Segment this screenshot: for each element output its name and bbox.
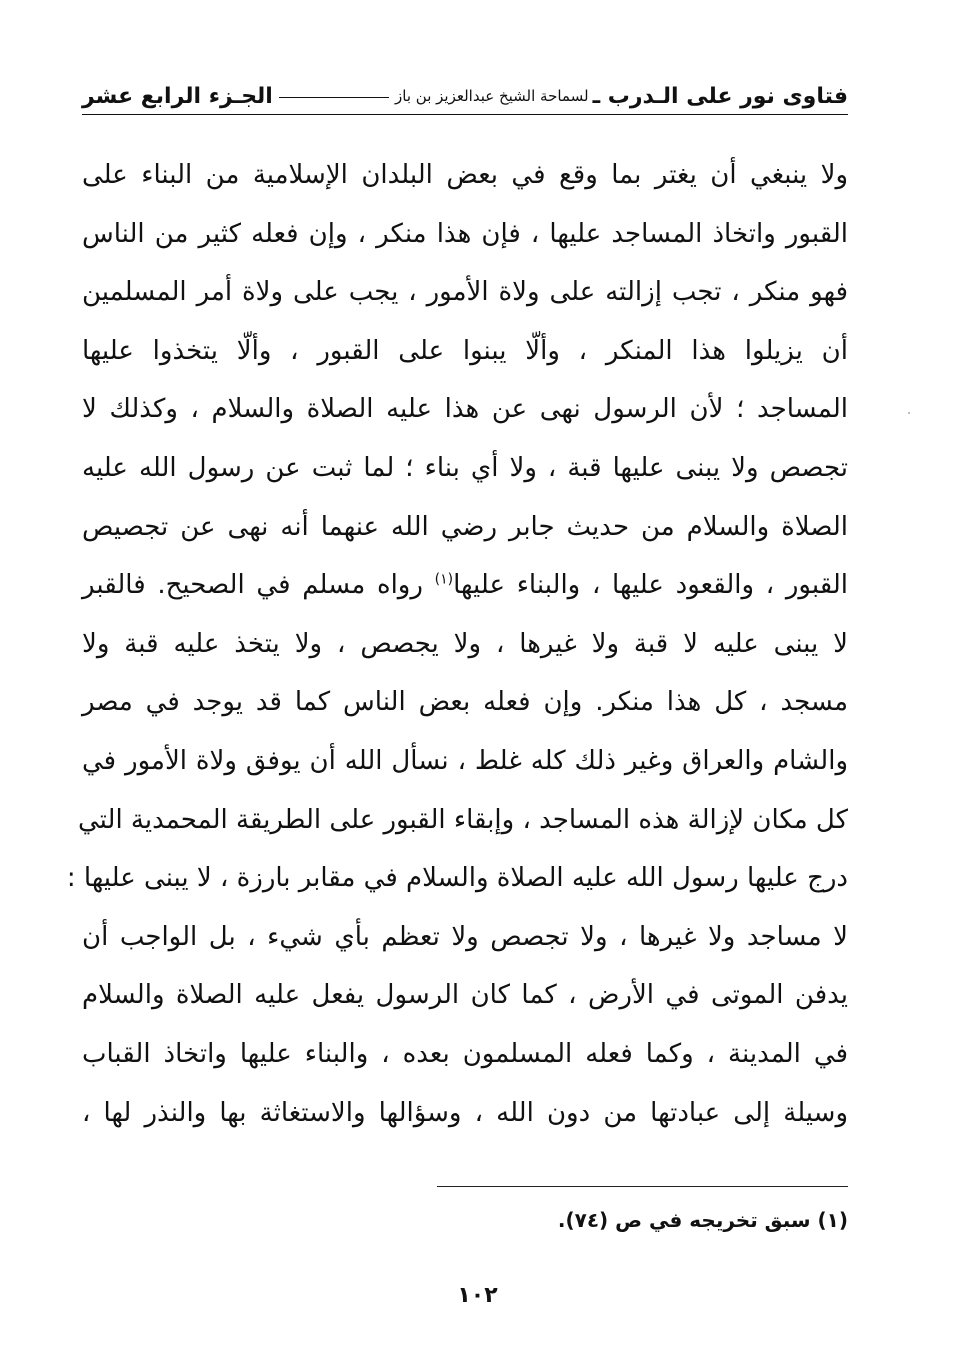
text-line-8 <box>82 556 848 615</box>
footnote-text: (١) سبق تخريجه في ص (٧٤). <box>557 1208 848 1232</box>
text-line-10: مسجد ، كل هذا منكر. وإن فعله بعض الناس كما قد يوجد في مصر <box>82 687 848 718</box>
body-text <box>66 146 848 1142</box>
volume-part: الجـزء الرابع عشر <box>82 83 273 109</box>
series-title: فتاوى نور على الـدرب ـ <box>592 83 848 109</box>
text-line-2: القبور واتخاذ المساجد عليها ، فإن هذا منكر ، وإن فعله كثير من الناس <box>82 218 848 249</box>
text-line-8-start: القبور ، والقعود عليها ، والبناء عليها <box>453 570 848 601</box>
scan-speck <box>908 412 910 414</box>
text-line-3: فهو منكر ، تجب إزالته على ولاة الأمور ، يجب على ولاة أمر المسلمين <box>82 277 848 308</box>
text-line-8-end: رواه مسلم في الصحيح. فالقبر <box>82 570 435 601</box>
text-line-14: لا مساجد ولا غيرها ، ولا تجصص ولا تعظم بأي شيء ، بل الواجب أن <box>82 921 848 952</box>
text-line-16: في المدينة ، وكما فعله المسلمون بعده ، والبناء عليها واتخاذ القباب <box>82 1038 848 1069</box>
text-line-4: أن يزيلوا هذا المنكر ، وألّا يبنوا على القبور ، وألّا يتخذوا عليها <box>82 335 848 366</box>
footnote-separator <box>437 1186 848 1187</box>
running-header <box>82 78 848 115</box>
text-line-1: ولا ينبغي أن يغتر بما وقع في بعض البلدان الإسلامية من البناء على <box>82 160 848 190</box>
text-line-6: تجصص ولا يبنى عليها قبة ، ولا أي بناء ؛ لما ثبت عن رسول الله عليه <box>82 452 848 483</box>
text-line-7: الصلاة والسلام من حديث جابر رضي الله عنهما أنه نهى عن تجصيص <box>82 511 848 542</box>
footnote-marker[interactable]: (١) <box>434 571 454 588</box>
text-line-9: لا يبنى عليه لا قبة ولا غيرها ، ولا يجصص ، ولا يتخذ عليه قبة ولا <box>82 628 848 659</box>
text-line-5: المساجد ؛ لأن الرسول نهى عن هذا عليه الصلاة والسلام ، وكذلك لا <box>82 394 848 425</box>
author-name: لسماحة الشيخ عبدالعزيز بن باز <box>395 87 589 105</box>
text-line-15: يدفن الموتى في الأرض ، كما كان الرسول يفعل عليه الصلاة والسلام <box>82 980 848 1011</box>
text-line-13: درج عليها رسول الله عليه الصلاة والسلام في مقابر بارزة ، لا يبنى عليها : <box>66 863 848 894</box>
header-rule <box>279 97 389 98</box>
text-line-12: كل مكان لإزالة هذه المساجد ، وإبقاء القبور على الطريقة المحمدية التي <box>78 804 848 835</box>
text-line-17: وسيلة إلى عبادتها من دون الله ، وسؤالها والاستغاثة بها والنذر لها ، <box>82 1097 848 1128</box>
page-number: ١٠٢ <box>457 1283 498 1308</box>
text-line-11: والشام والعراق وغير ذلك كله غلط ، نسأل الله أن يوفق ولاة الأمور في <box>82 745 848 776</box>
